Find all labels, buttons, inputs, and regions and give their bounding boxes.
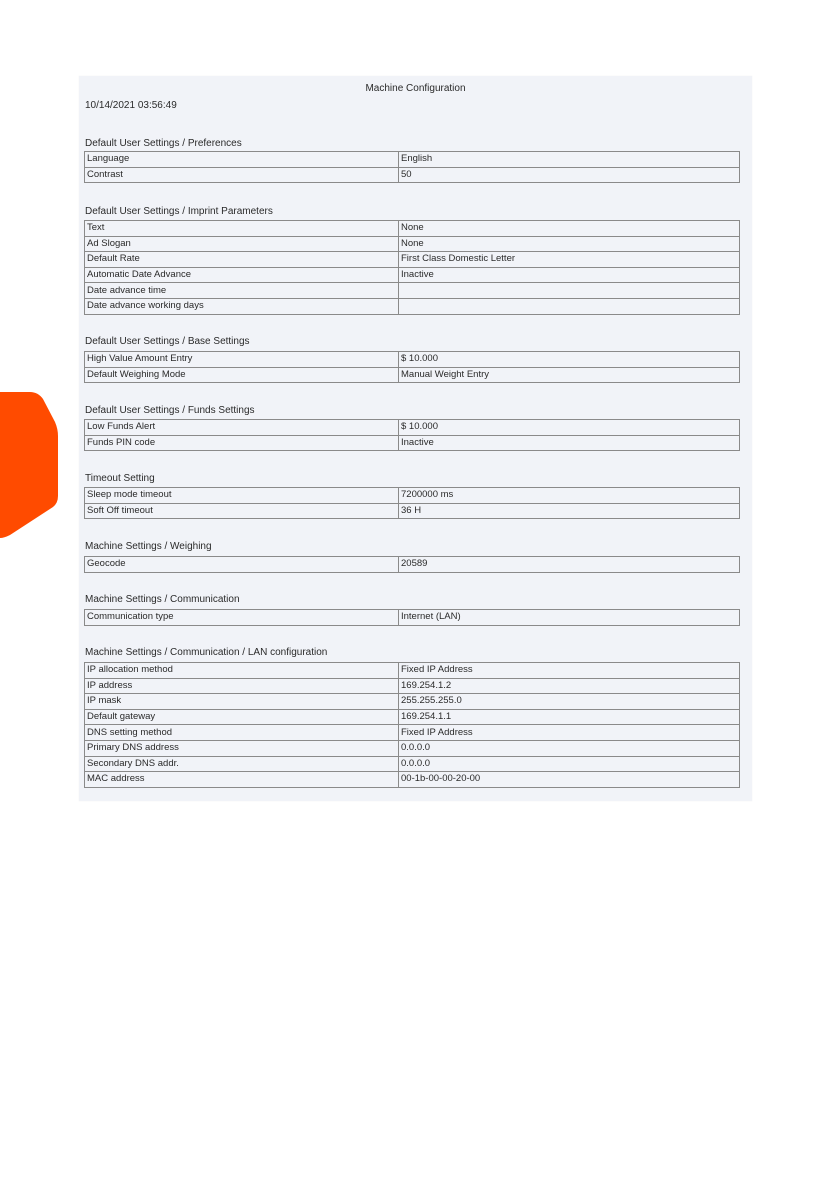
table-row xyxy=(85,740,740,756)
setting-value: 50 xyxy=(399,167,740,183)
setting-name: MAC address xyxy=(85,772,399,788)
preferences-table xyxy=(84,151,740,183)
imprint-table xyxy=(84,220,740,315)
setting-value xyxy=(399,283,740,299)
section-heading-preferences: Default User Settings / Preferences xyxy=(85,138,242,149)
setting-name: Contrast xyxy=(85,167,399,183)
table-row xyxy=(85,167,740,183)
setting-name: IP mask xyxy=(85,694,399,710)
section-heading-base: Default User Settings / Base Settings xyxy=(85,336,250,347)
setting-name: IP allocation method xyxy=(85,663,399,679)
setting-value: Inactive xyxy=(399,267,740,283)
setting-name: IP address xyxy=(85,678,399,694)
setting-value: 169.254.1.2 xyxy=(399,678,740,694)
table-row xyxy=(85,298,740,314)
setting-name: Ad Slogan xyxy=(85,236,399,252)
setting-name: DNS setting method xyxy=(85,725,399,741)
table-row xyxy=(85,610,740,626)
table-row xyxy=(85,252,740,268)
setting-value: 36 H xyxy=(399,503,740,519)
table-row xyxy=(85,678,740,694)
setting-name: Funds PIN code xyxy=(85,435,399,451)
setting-name: Geocode xyxy=(85,557,399,573)
setting-name: Date advance time xyxy=(85,283,399,299)
timeout-table xyxy=(84,487,740,519)
section-heading-lan: Machine Settings / Communication / LAN configuration xyxy=(85,647,328,658)
setting-value: 0.0.0.0 xyxy=(399,756,740,772)
table-row xyxy=(85,725,740,741)
setting-value: Fixed IP Address xyxy=(399,725,740,741)
table-row xyxy=(85,503,740,519)
table-row xyxy=(85,367,740,383)
table-row xyxy=(85,283,740,299)
document-title: Machine Configuration xyxy=(365,83,466,94)
table-row xyxy=(85,435,740,451)
section-heading-imprint: Default User Settings / Imprint Parameters xyxy=(85,206,273,217)
print-timestamp: 10/14/2021 03:56:49 xyxy=(85,100,177,111)
section-heading-funds: Default User Settings / Funds Settings xyxy=(85,405,255,416)
funds-settings-table xyxy=(84,419,740,451)
section-heading-weighing: Machine Settings / Weighing xyxy=(85,541,212,552)
setting-name: High Value Amount Entry xyxy=(85,352,399,368)
communication-table xyxy=(84,609,740,626)
setting-name: Sleep mode timeout xyxy=(85,488,399,504)
setting-name: Low Funds Alert xyxy=(85,420,399,436)
table-row xyxy=(85,267,740,283)
section-heading-communication: Machine Settings / Communication xyxy=(85,594,240,605)
table-row xyxy=(85,352,740,368)
table-row xyxy=(85,772,740,788)
setting-name: Default gateway xyxy=(85,709,399,725)
configuration-printout xyxy=(79,76,752,801)
setting-value: 7200000 ms xyxy=(399,488,740,504)
setting-value: Manual Weight Entry xyxy=(399,367,740,383)
setting-name: Default Rate xyxy=(85,252,399,268)
setting-value: Fixed IP Address xyxy=(399,663,740,679)
setting-name: Communication type xyxy=(85,610,399,626)
setting-value: 0.0.0.0 xyxy=(399,740,740,756)
table-row xyxy=(85,756,740,772)
setting-value: First Class Domestic Letter xyxy=(399,252,740,268)
table-row xyxy=(85,709,740,725)
table-row xyxy=(85,663,740,679)
setting-name: Language xyxy=(85,152,399,168)
setting-value: $ 10.000 xyxy=(399,420,740,436)
section-heading-timeout: Timeout Setting xyxy=(85,473,155,484)
setting-name: Default Weighing Mode xyxy=(85,367,399,383)
setting-name: Automatic Date Advance xyxy=(85,267,399,283)
setting-value: English xyxy=(399,152,740,168)
lan-configuration-table xyxy=(84,662,740,788)
setting-name: Soft Off timeout xyxy=(85,503,399,519)
setting-name: Primary DNS address xyxy=(85,740,399,756)
setting-value: $ 10.000 xyxy=(399,352,740,368)
table-row xyxy=(85,694,740,710)
setting-value: 00-1b-00-00-20-00 xyxy=(399,772,740,788)
setting-name: Secondary DNS addr. xyxy=(85,756,399,772)
setting-value: Inactive xyxy=(399,435,740,451)
table-row xyxy=(85,236,740,252)
weighing-table xyxy=(84,556,740,573)
setting-name: Text xyxy=(85,221,399,237)
setting-value: 255.255.255.0 xyxy=(399,694,740,710)
side-tab-marker xyxy=(0,392,58,538)
setting-value: None xyxy=(399,236,740,252)
setting-value: 20589 xyxy=(399,557,740,573)
base-settings-table xyxy=(84,351,740,383)
table-row xyxy=(85,488,740,504)
table-row xyxy=(85,221,740,237)
setting-value: 169.254.1.1 xyxy=(399,709,740,725)
setting-value: Internet (LAN) xyxy=(399,610,740,626)
table-row xyxy=(85,152,740,168)
setting-value: None xyxy=(399,221,740,237)
setting-value xyxy=(399,298,740,314)
table-row xyxy=(85,557,740,573)
table-row xyxy=(85,420,740,436)
setting-name: Date advance working days xyxy=(85,298,399,314)
